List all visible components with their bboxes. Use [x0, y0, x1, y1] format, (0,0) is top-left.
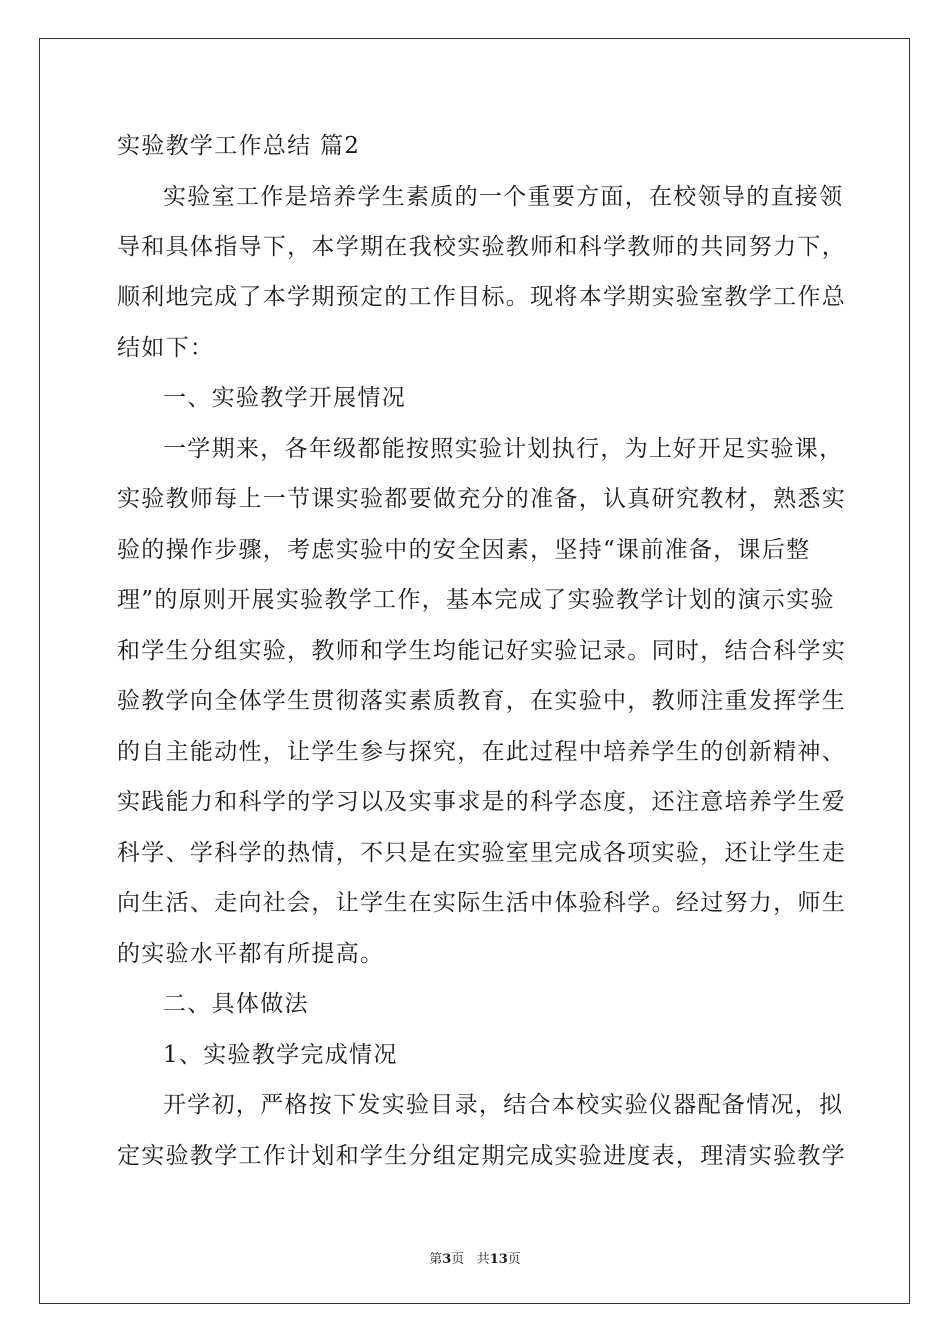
document-title: 实验教学工作总结 篇2 — [117, 133, 361, 159]
footer-total-prefix: 共 — [476, 1252, 490, 1267]
subsection-1-line: 开学初，严格按下发实验目录，结合本校实验仪器配备情况，拟 — [163, 1092, 844, 1118]
section-1-line: 实验教师每上一节课实验都要做充分的准备，认真研究教材，熟悉实 — [117, 486, 846, 512]
page-footer — [0, 1248, 950, 1267]
section-1-line: 验的操作步骤，考虑实验中的安全因素，坚持“课前准备，课后整 — [117, 537, 811, 563]
section-1-line: 一学期来，各年级都能按照实验计划执行，为上好开足实验课， — [163, 436, 844, 462]
section-2-heading: 二、具体做法 — [163, 991, 309, 1017]
subsection-1-line: 定实验教学工作计划和学生分组定期完成实验进度表，理清实验教学 — [117, 1143, 846, 1169]
section-1-line: 向生活、走向社会，让学生在实际生活中体验科学。经过努力，师生 — [117, 890, 846, 916]
intro-line: 结如下： — [117, 335, 215, 361]
section-1-line: 的自主能动性，让学生参与探究，在此过程中培养学生的创新精神、 — [117, 739, 846, 765]
section-1-line: 实践能力和科学的学习以及实事求是的科学态度，还注意培养学生爱 — [117, 789, 846, 815]
subsection-1-heading: 1、实验教学完成情况 — [163, 1042, 398, 1068]
section-1-line: 的实验水平都有所提高。 — [117, 941, 385, 967]
section-1-line: 和学生分组实验，教师和学生均能记好实验记录。同时，结合科学实 — [117, 638, 846, 664]
intro-line: 顺利地完成了本学期预定的工作目标。现将本学期实验室教学工作总 — [117, 284, 846, 310]
footer-total-pages: 13 — [489, 1252, 508, 1267]
footer-current-page: 3 — [442, 1252, 452, 1267]
footer-total-suffix: 页 — [507, 1252, 521, 1267]
section-1-line: 科学、学科学的热情，不只是在实验室里完成各项实验，还让学生走 — [117, 840, 846, 866]
footer-prefix: 第 — [429, 1252, 443, 1267]
section-1-heading: 一、实验教学开展情况 — [163, 385, 406, 411]
intro-line: 实验室工作是培养学生素质的一个重要方面，在校领导的直接领 — [163, 184, 844, 210]
intro-line: 导和具体指导下，本学期在我校实验教师和科学教师的共同努力下， — [117, 234, 846, 260]
footer-page-word: 页 — [451, 1252, 465, 1267]
section-1-line: 理”的原则开展实验教学工作，基本完成了实验教学计划的演示实验 — [117, 587, 835, 613]
section-1-line: 验教学向全体学生贯彻落实素质教育，在实验中，教师注重发挥学生 — [117, 688, 846, 714]
